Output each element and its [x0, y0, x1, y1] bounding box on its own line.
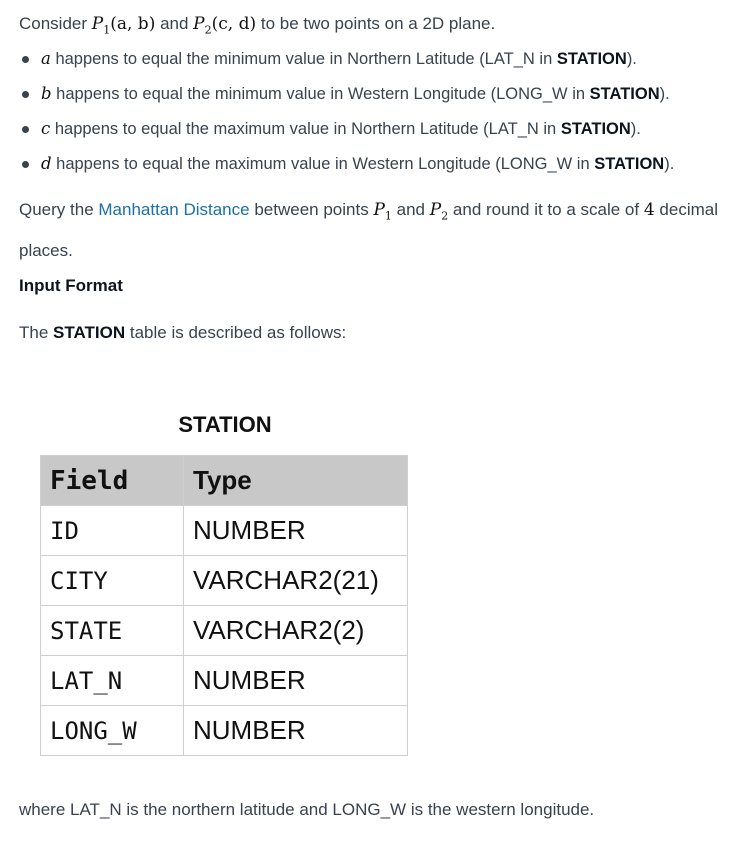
table-figure-title: STATION [178, 412, 272, 437]
intro-suffix: to be two points on a 2D plane. [260, 14, 496, 33]
station-schema-table [40, 455, 408, 756]
input-format-heading: Input Format [19, 276, 123, 295]
point-p1-ref: $P_1$ [373, 200, 392, 223]
header-field: Field [41, 456, 184, 506]
type-cell: NUMBER [184, 706, 408, 756]
intro-and: and [160, 14, 189, 33]
intro-prefix: Consider [19, 14, 88, 33]
point-p2-ref: $P_2$ [429, 200, 449, 223]
field-cell: ID [41, 506, 184, 556]
footer-note: where LAT_N is the northern latitude and LONG_W is the western longitude. [19, 800, 595, 819]
point-p2: $P_2(c$, d) [193, 14, 257, 37]
type-cell: VARCHAR2(21) [184, 556, 408, 606]
table-row [41, 706, 408, 756]
table-header-row [41, 456, 408, 506]
point-p1: $P_1(a$, b) [91, 14, 156, 37]
station-description: The STATION table is described as follows: [19, 323, 347, 342]
manhattan-distance-link[interactable]: Manhattan Distance [98, 200, 250, 219]
header-type: Type [184, 456, 408, 506]
field-cell: LAT_N [41, 656, 184, 706]
intro-paragraph [19, 11, 495, 43]
field-cell: LONG_W [41, 706, 184, 756]
list-item: d happens to equal the maximum value in Western Longitude (LONG_W in STATION). [19, 151, 674, 186]
table-row [41, 656, 408, 706]
field-cell: STATE [41, 606, 184, 656]
list-item: b happens to equal the minimum value in Western Longitude (LONG_W in STATION). [19, 81, 674, 116]
definition-list [19, 46, 674, 186]
list-item: a happens to equal the minimum value in Northern Latitude (LAT_N in STATION). [19, 46, 674, 81]
list-item: c happens to equal the maximum value in Northern Latitude (LAT_N in STATION). [19, 116, 674, 151]
table-row [41, 506, 408, 556]
type-cell: VARCHAR2(2) [184, 606, 408, 656]
scale-value: 4 [643, 200, 655, 220]
type-cell: NUMBER [184, 506, 408, 556]
table-row [41, 556, 408, 606]
table-row [41, 606, 408, 656]
query-paragraph: Query the Manhattan Distance between points $P_1$ and $P_2$ and round it to a scale of 4 decimal places. [19, 200, 718, 261]
type-cell: NUMBER [184, 656, 408, 706]
field-cell: CITY [41, 556, 184, 606]
